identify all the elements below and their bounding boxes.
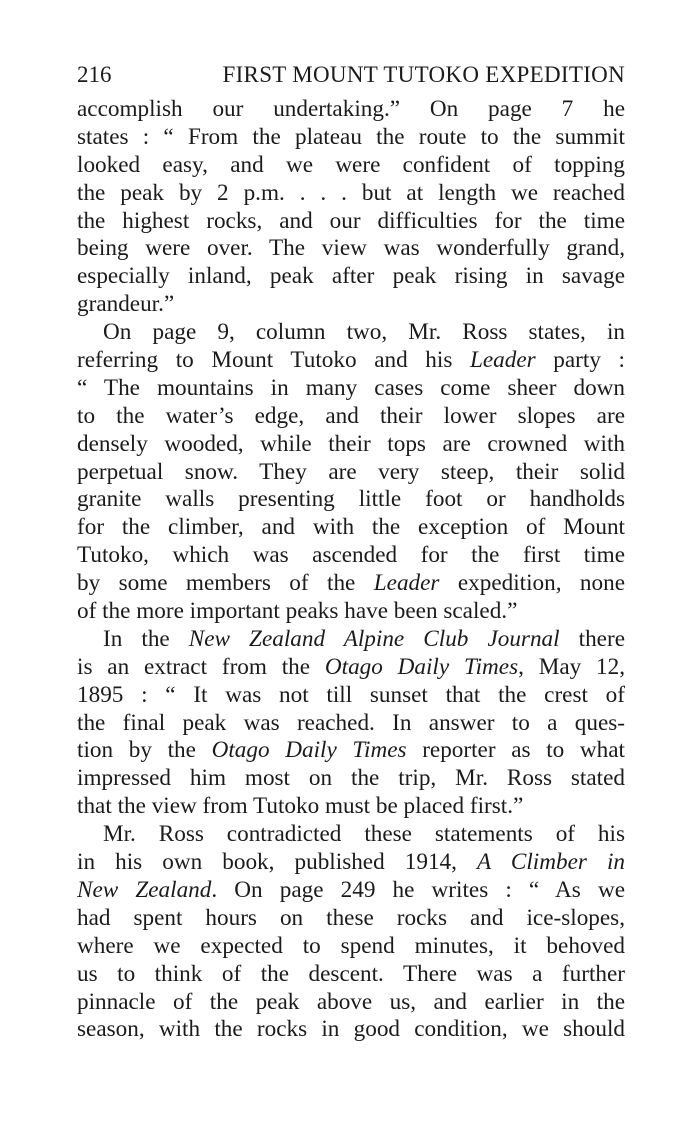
text-line: accomplish our undertaking.” On page 7 he (77, 96, 625, 122)
italic-title: Leader (373, 570, 440, 597)
book-page (77, 60, 625, 1044)
text-line: the peak by 2 p.m. . . . but at length we reached (77, 179, 625, 206)
italic-title: New Zealand (77, 876, 212, 903)
text-line: of the more important peaks have been scaled.” (77, 598, 518, 625)
text-line: grandeur.” (77, 291, 175, 318)
text-line: looked easy, and we were confident of topping (77, 151, 625, 178)
text-line: referring to Mount Tutoko and his Leader party : (77, 347, 625, 374)
text-line: that the view from Tutoko must be placed first.” (77, 793, 524, 820)
text-line: On page 9, column two, Mr. Ross states, in (103, 319, 625, 346)
text-line: In the New Zealand Alpine Club Journal there (103, 625, 625, 652)
italic-title: Otago Daily Times (211, 737, 407, 764)
text-line: Tutoko, which was ascended for the first time (77, 542, 625, 569)
text-line: Mr. Ross contradicted these statements of his (103, 821, 625, 848)
body-text (77, 96, 625, 1044)
text-line: New Zealand. On page 249 he writes : “ As we (77, 876, 625, 903)
text-line: states : “ From the plateau the route to the summit (77, 123, 625, 150)
text-line: is an extract from the Otago Daily Times, May 12, (77, 653, 625, 680)
text-line: 1895 : “ It was not till sunset that the crest of (77, 681, 625, 708)
text-line: had spent hours on these rocks and ice-slopes, (77, 904, 625, 931)
text-line: by some members of the Leader expedition, none (77, 570, 625, 597)
text-line: the highest rocks, and our difficulties for the time (77, 207, 625, 234)
text-line: perpetual snow. They are very steep, their solid (77, 458, 625, 485)
text-line: “ The mountains in many cases come sheer down (77, 374, 625, 401)
text-line: to the water’s edge, and their lower slopes are (77, 402, 625, 429)
text-line: the final peak was reached. In answer to a ques- (77, 709, 625, 736)
text-line: where we expected to spend minutes, it behoved (77, 932, 625, 959)
text-line: densely wooded, while their tops are crowned with (77, 430, 625, 457)
text-line: granite walls presenting little foot or handholds (77, 486, 625, 513)
text-line: especially inland, peak after peak rising in savage (77, 263, 625, 290)
text-line: pinnacle of the peak above us, and earlier in the (77, 988, 625, 1015)
text-line: season, with the rocks in good condition, we should (77, 1016, 625, 1043)
text-line: for the climber, and with the exception of Mount (77, 514, 625, 541)
italic-title: A Climber in (477, 849, 625, 876)
running-title: FIRST MOUNT TUTOKO EXPEDITION (222, 62, 625, 87)
italic-title: Leader (469, 347, 536, 374)
running-head (77, 60, 625, 96)
italic-title: New Zealand Alpine Club Journal (188, 625, 560, 652)
italic-title: Otago Daily Times (324, 653, 519, 680)
text-line: being were over. The view was wonderfully grand, (77, 235, 625, 262)
text-line: impressed him most on the trip, Mr. Ross stated (77, 765, 625, 792)
text-line: tion by the Otago Daily Times reporter as to what (77, 737, 625, 764)
page-number: 216 (77, 62, 112, 87)
text-line: us to think of the descent. There was a further (77, 960, 625, 987)
text-line: in his own book, published 1914, A Climber in (77, 849, 625, 876)
